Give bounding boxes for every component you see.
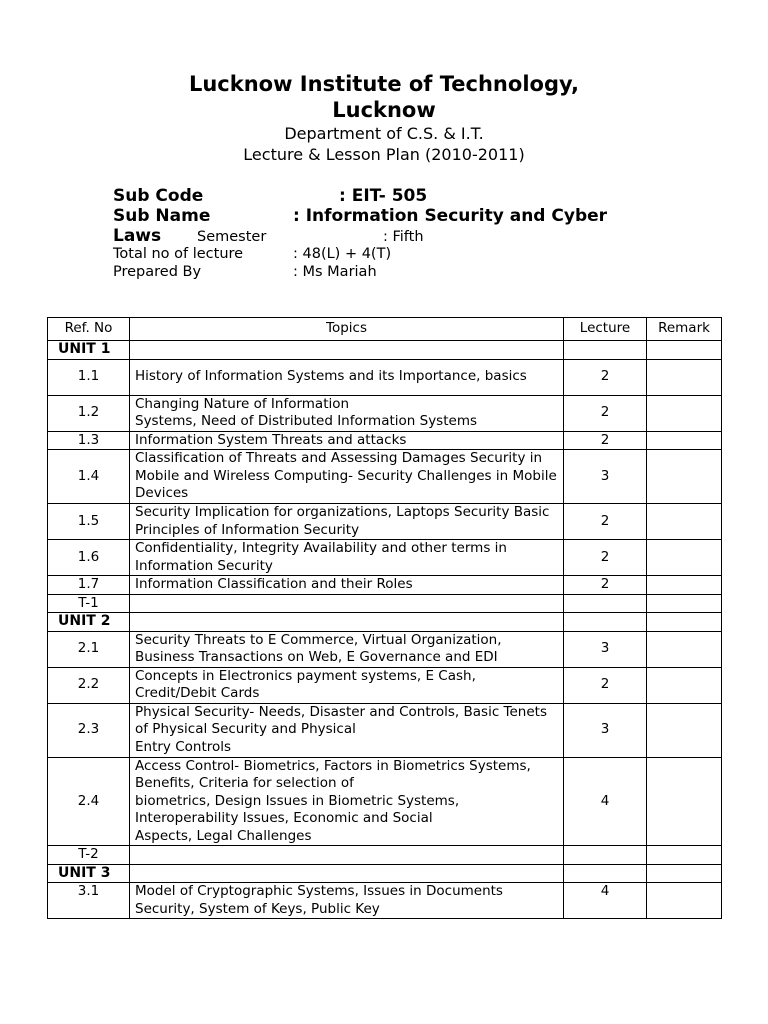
ref-cell: UNIT 2 <box>48 613 130 632</box>
sub-name-value: : Information Security and Cyber <box>293 206 608 226</box>
ref-cell: 2.1 <box>48 631 130 667</box>
lecture-cell: 3 <box>564 631 647 667</box>
ref-cell: 2.3 <box>48 703 130 757</box>
topic-cell <box>130 846 564 865</box>
lecture-cell: 2 <box>564 576 647 595</box>
sub-code-label: Sub Code <box>113 186 204 206</box>
topic-cell <box>130 613 564 632</box>
topic-cell <box>130 864 564 883</box>
table-row <box>48 540 722 576</box>
table-row <box>48 576 722 595</box>
total-lecture-label: Total no of lecture <box>113 246 244 262</box>
institute-name-line1: Lucknow Institute of Technology, <box>188 72 580 96</box>
remark-cell <box>647 576 722 595</box>
table-row <box>48 757 722 846</box>
topic-cell: Information System Threats and attacks <box>130 431 564 450</box>
sub-name-label: Sub Name <box>113 206 211 226</box>
topic-cell: Confidentiality, Integrity Availability and other terms in Information Security <box>130 540 564 576</box>
institute-name-line2: Lucknow <box>332 98 436 122</box>
remark-cell <box>647 883 722 919</box>
ref-cell: UNIT 3 <box>48 864 130 883</box>
table-row <box>48 504 722 540</box>
header-lecture: Lecture <box>564 318 647 341</box>
ref-cell: 1.1 <box>48 359 130 395</box>
sub-name-continuation: Laws <box>113 226 162 246</box>
topic-cell: Model of Cryptographic Systems, Issues in Documents Security, System of Keys, Public Key <box>130 883 564 919</box>
table-row <box>48 667 722 703</box>
remark-cell <box>647 431 722 450</box>
ref-cell: UNIT 1 <box>48 341 130 360</box>
table-row <box>48 613 722 632</box>
lecture-cell <box>564 341 647 360</box>
header-remark: Remark <box>647 318 722 341</box>
ref-cell: T-2 <box>48 846 130 865</box>
ref-cell: 1.4 <box>48 450 130 504</box>
topic-cell: Classification of Threats and Assessing Damages Security in Mobile and Wireless Computing- Security Challenges in Mobile Devices <box>130 450 564 504</box>
remark-cell <box>647 667 722 703</box>
prepared-by-label: Prepared By <box>113 264 202 280</box>
remark-cell <box>647 703 722 757</box>
table-header-row <box>48 318 722 341</box>
remark-cell <box>647 613 722 632</box>
remark-cell <box>647 359 722 395</box>
semester-value: : Fifth <box>383 229 424 245</box>
lecture-cell <box>564 864 647 883</box>
lecture-cell: 3 <box>564 450 647 504</box>
ref-cell: 1.5 <box>48 504 130 540</box>
remark-cell <box>647 864 722 883</box>
topic-cell: Physical Security- Needs, Disaster and Controls, Basic Tenets of Physical Security and Physical Entry Controls <box>130 703 564 757</box>
lesson-plan-title: Lecture & Lesson Plan (2010-2011) <box>243 145 525 164</box>
table-row <box>48 703 722 757</box>
table-row <box>48 846 722 865</box>
ref-cell: 2.2 <box>48 667 130 703</box>
lecture-cell: 4 <box>564 883 647 919</box>
ref-cell: 2.4 <box>48 757 130 846</box>
remark-cell <box>647 504 722 540</box>
lecture-cell: 2 <box>564 431 647 450</box>
semester-label: Semester <box>197 229 267 245</box>
lesson-plan-table <box>47 317 722 919</box>
table-row <box>48 431 722 450</box>
lecture-cell: 2 <box>564 667 647 703</box>
table-row <box>48 864 722 883</box>
remark-cell <box>647 450 722 504</box>
topic-cell: Access Control- Biometrics, Factors in Biometrics Systems, Benefits, Criteria for selection of biometrics, Design Issues in Biometric Systems, Interoperability Issues, Economic and Social Aspects, Legal Challenges <box>130 757 564 846</box>
table-row <box>48 395 722 431</box>
lecture-cell: 2 <box>564 395 647 431</box>
lecture-cell <box>564 594 647 613</box>
topic-cell: Concepts in Electronics payment systems, E Cash, Credit/Debit Cards <box>130 667 564 703</box>
lecture-cell <box>564 846 647 865</box>
lecture-cell: 2 <box>564 359 647 395</box>
department-title: Department of C.S. & I.T. <box>284 124 484 143</box>
prepared-by-value: : Ms Mariah <box>293 264 377 280</box>
lecture-cell: 2 <box>564 540 647 576</box>
ref-cell: 1.6 <box>48 540 130 576</box>
table-row <box>48 883 722 919</box>
ref-cell: 1.2 <box>48 395 130 431</box>
topic-cell: Security Threats to E Commerce, Virtual Organization, Business Transactions on Web, E Governance and EDI <box>130 631 564 667</box>
topic-cell: Changing Nature of Information Systems, Need of Distributed Information Systems <box>130 395 564 431</box>
header-topics: Topics <box>130 318 564 341</box>
ref-cell: 3.1 <box>48 883 130 919</box>
remark-cell <box>647 757 722 846</box>
topic-cell: History of Information Systems and its Importance, basics <box>130 359 564 395</box>
topic-cell <box>130 341 564 360</box>
remark-cell <box>647 395 722 431</box>
header-ref-no: Ref. No <box>48 318 130 341</box>
topic-cell: Security Implication for organizations, Laptops Security Basic Principles of Information Security <box>130 504 564 540</box>
total-lecture-value: : 48(L) + 4(T) <box>293 246 392 262</box>
lecture-cell: 2 <box>564 504 647 540</box>
ref-cell: 1.3 <box>48 431 130 450</box>
topic-cell: Information Classification and their Roles <box>130 576 564 595</box>
ref-cell: T-1 <box>48 594 130 613</box>
table-body <box>48 341 722 919</box>
table-row <box>48 450 722 504</box>
lecture-cell: 3 <box>564 703 647 757</box>
table-row <box>48 631 722 667</box>
table-row <box>48 359 722 395</box>
table-row <box>48 341 722 360</box>
sub-code-value: : EIT- 505 <box>339 186 428 206</box>
lecture-cell: 4 <box>564 757 647 846</box>
remark-cell <box>647 341 722 360</box>
remark-cell <box>647 594 722 613</box>
topic-cell <box>130 594 564 613</box>
lecture-cell <box>564 613 647 632</box>
table-row <box>48 594 722 613</box>
ref-cell: 1.7 <box>48 576 130 595</box>
remark-cell <box>647 846 722 865</box>
remark-cell <box>647 631 722 667</box>
remark-cell <box>647 540 722 576</box>
